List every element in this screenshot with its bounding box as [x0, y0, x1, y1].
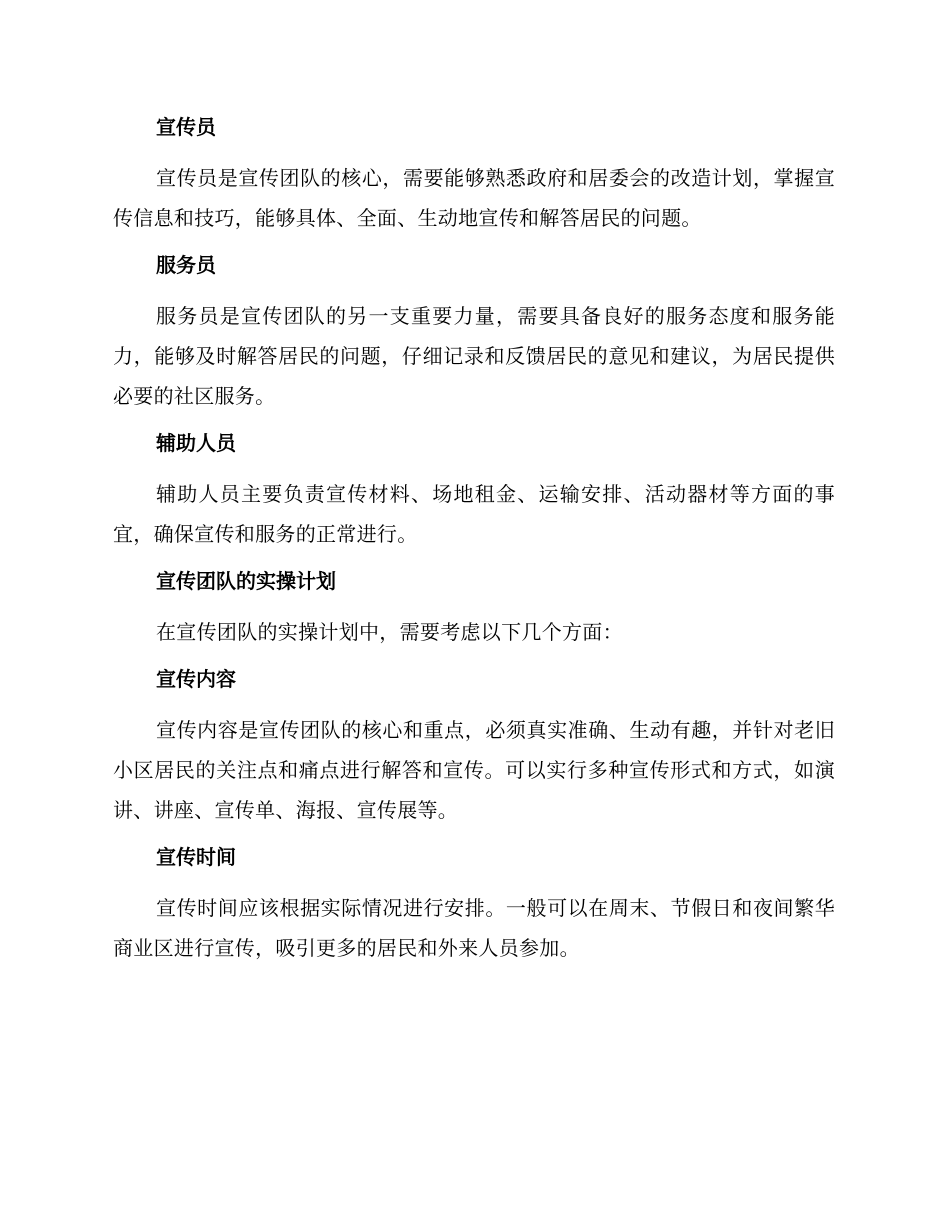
section-heading-action-plan: 宣传团队的实操计划 — [156, 569, 336, 593]
section-body-publicist: 宣传员是宣传团队的核心，需要能够熟悉政府和居委会的改造计划，掌握宣传信息和技巧，能够具体、全面、生动地宣传和解答居民的问题。 — [113, 166, 835, 230]
section-heading-assistants: 辅助人员 — [156, 431, 236, 455]
section-body-content: 宣传内容是宣传团队的核心和重点，必须真实准确、生动有趣，并针对老旧小区居民的关注点和痛点进行解答和宣传。可以实行多种宣传形式和方式，如演讲、讲座、宣传单、海报、宣传展等。 — [113, 718, 835, 822]
document-body — [113, 110, 835, 978]
section-body-action-plan: 在宣传团队的实操计划中，需要考虑以下几个方面： — [156, 620, 623, 644]
section-body-service-staff: 服务员是宣传团队的另一支重要力量，需要具备良好的服务态度和服务能力，能够及时解答居民的问题，仔细记录和反馈居民的意见和建议，为居民提供必要的社区服务。 — [113, 304, 835, 408]
section-body-timing: 宣传时间应该根据实际情况进行安排。一般可以在周末、节假日和夜间繁华商业区进行宣传，吸引更多的居民和外来人员参加。 — [113, 896, 835, 960]
section-heading-content: 宣传内容 — [156, 667, 236, 691]
section-heading-publicist: 宣传员 — [156, 115, 216, 139]
section-heading-timing: 宣传时间 — [156, 845, 236, 869]
section-heading-service-staff: 服务员 — [156, 253, 216, 277]
section-body-assistants: 辅助人员主要负责宣传材料、场地租金、运输安排、活动器材等方面的事宜，确保宣传和服务的正常进行。 — [113, 482, 835, 546]
